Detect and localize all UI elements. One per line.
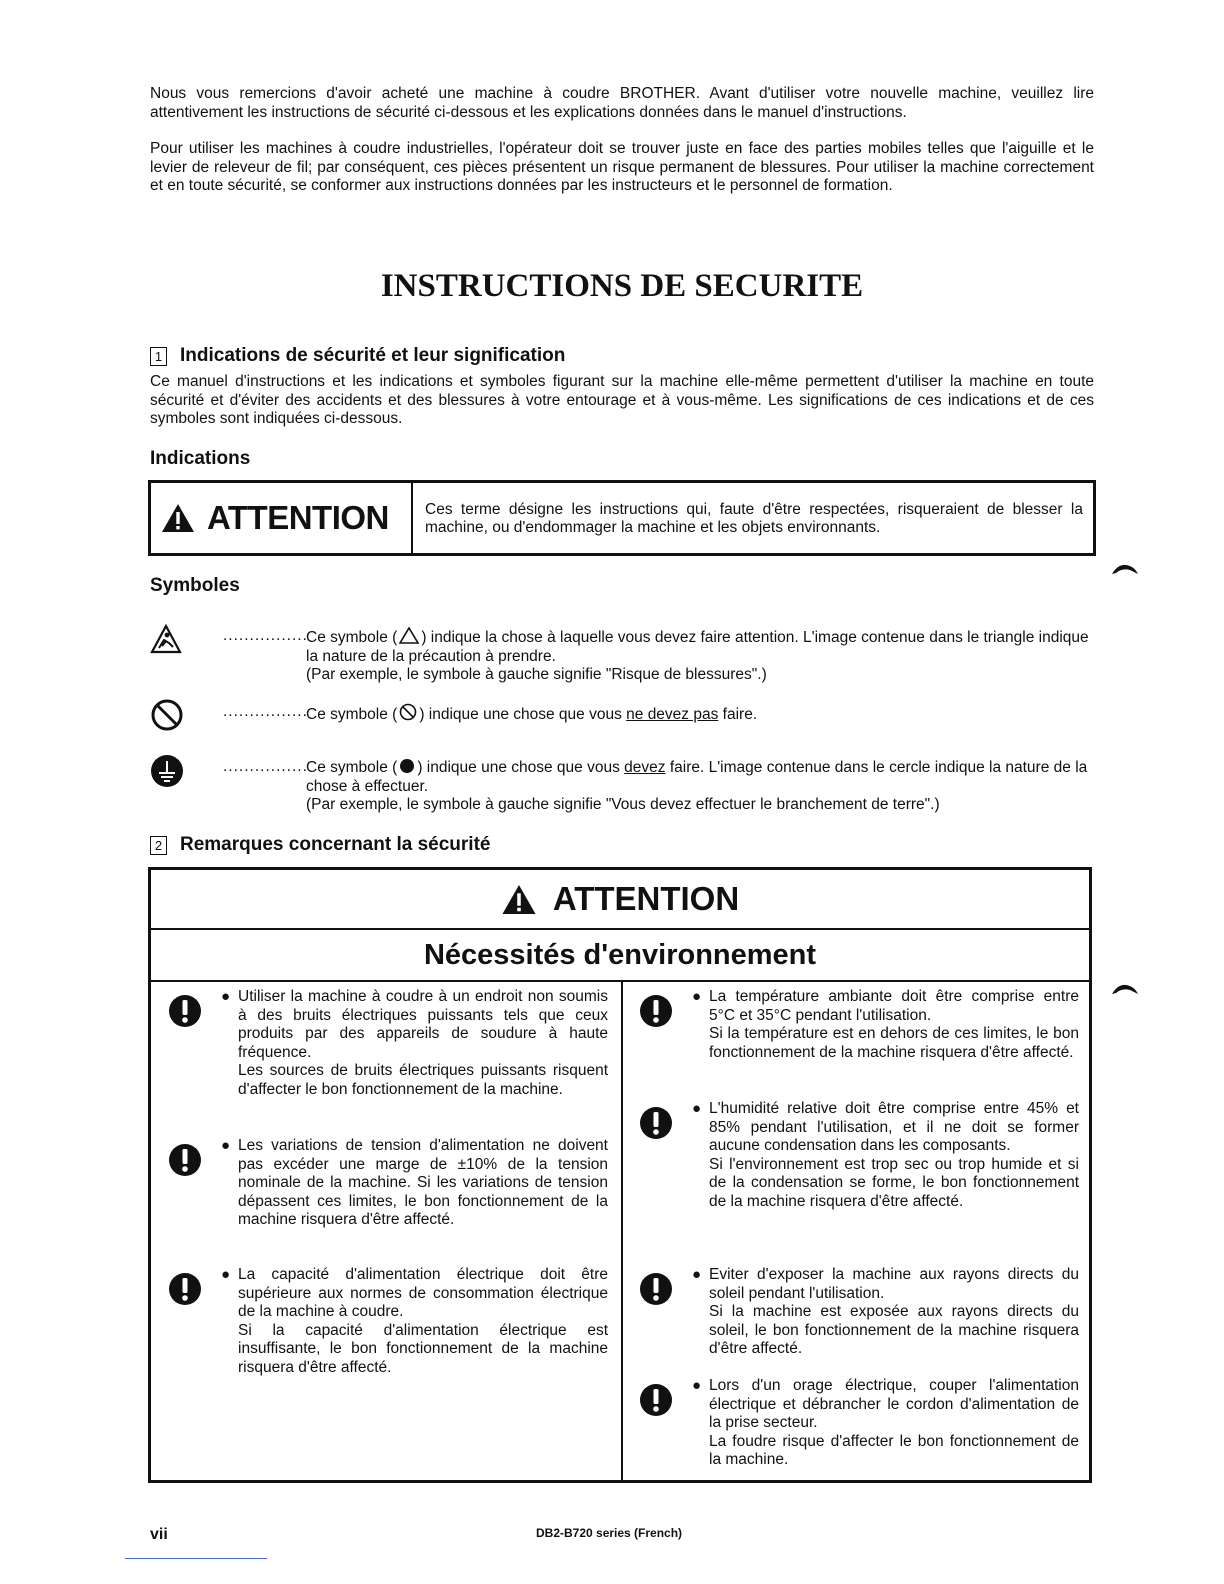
bullet: ● [221,1266,231,1283]
warning-title-row [151,870,1089,930]
mandatory-exclamation-icon [639,994,673,1028]
warning-item-consequence: Les sources de bruits électriques puissants risquent d'affecter le bon fonctionnement de la machine. [238,1062,608,1098]
injury-caution-icon [150,624,182,654]
symbol-mandatory-emphasis: devez [624,759,666,776]
attention-indication-box [148,480,1096,556]
warning-item-consequence: Si la capacité d'alimentation électrique est insuffisante, le bon fonctionnement de la machine risquera d'être affecté. [238,1321,608,1376]
column-divider [621,980,623,1480]
section-1-text: Ce manuel d'instructions et les indications et symboles figurant sur la machine elle-même permettent d'utiliser la machine en toute sécurité et d'éviter des accidents et des blessures à votre entourage et à vous-même. Les significations de ces indications et de ces symboles sont indiquées ci-dessous. [150,373,1094,427]
warning-columns [151,980,1089,1480]
symbol-mandatory-example: (Par exemple, le symbole à gauche signifie "Vous devez effectuer le branchement de terre".) [306,796,940,813]
section-1-heading [150,345,565,367]
warning-title: ATTENTION [552,880,740,917]
page-title: INSTRUCTIONS DE SECURITE [380,268,864,304]
symbol-mandatory-text-a: Ce symbole ( [306,759,398,776]
symbol-dots: ................ [223,703,308,720]
symbol-caution-text [306,627,1094,685]
footer-rule [125,1558,267,1559]
mandatory-exclamation-icon [168,1272,202,1306]
section-1-title: Indications de sécurité et leur signification [180,345,566,366]
mandatory-dot-icon [399,758,415,774]
bullet: ● [692,1266,702,1283]
mandatory-exclamation-icon [168,994,202,1028]
symbols-heading: Symboles [150,575,240,596]
symbol-prohibition-text [306,703,1094,725]
symbol-mandatory-text [306,758,1094,815]
section-2-title: Remarques concernant la sécurité [180,834,491,855]
section-2-heading [150,834,490,856]
mandatory-exclamation-icon [639,1106,673,1140]
warning-item-consequence: La foudre risque d'affecter le bon fonctionnement de la machine. [709,1432,1079,1469]
prohibition-small-icon [399,703,417,721]
caution-triangle-icon [399,627,419,644]
bullet: ● [692,988,702,1005]
document-series: DB2-B720 series (French) [536,1526,683,1540]
symbol-dots: ................ [223,758,308,775]
section-1-number: 1 [150,347,167,366]
warning-item-consequence: Si la machine est exposée aux rayons directs du soleil, le bon fonctionnement de la machine risquera d'être affecté. [709,1303,1079,1358]
warning-item-text: La capacité d'alimentation électrique doit être supérieure aux normes de consommation électrique de la machine à coudre. [238,1266,608,1321]
warning-item-text: Utiliser la machine à coudre à un endroit non soumis à des bruits électriques puissants tels que ceux produits par des appareils de soudure à haute fréquence. [238,988,608,1061]
mandatory-exclamation-icon [639,1383,673,1417]
symbol-mandatory-text-c: faire. L'image contenue dans le cercle indique la nature de la chose à effectuer. [306,759,1088,795]
bullet: ● [221,988,231,1005]
warning-item-consequence: Si l'environnement est trop sec ou trop humide et si de la condensation se forme, le bon fonctionnement de la machine risquera d'être affecté. [709,1155,1079,1210]
page-number: vii [150,1526,168,1543]
symbol-prohibition-text-b: ) indique une chose que vous [419,706,622,723]
margin-mark-icon [1110,562,1140,576]
symbol-dots: ................ [223,627,308,644]
attention-label: ATTENTION [207,499,389,536]
symbol-caution-text-b: ) indique la chose à laquelle vous devez faire attention. L'image contenue dans le triangle indique la nature de la précaution à prendre. [306,629,1089,665]
warning-item-text: Eviter d'exposer la machine aux rayons directs du soleil pendant l'utilisation. [709,1266,1079,1302]
mandatory-exclamation-icon [168,1143,202,1177]
bullet: ● [692,1100,702,1117]
attention-warning-table [148,867,1092,1483]
attention-description: Ces terme désigne les instructions qui, faute d'être respectées, risqueraient de blesser la machine, ou d'endommager la machine et les objets environnants. [425,501,1083,536]
symbol-caution-example: (Par exemple, le symbole à gauche signifie "Risque de blessures".) [306,666,767,683]
symbol-caution-text-a: Ce symbole ( [306,629,398,646]
symbol-prohibition-text-a: Ce symbole ( [306,706,398,723]
warning-triangle-icon [501,884,537,915]
symbol-prohibition-emphasis: ne devez pas [626,706,719,723]
section-2-number: 2 [150,836,167,855]
warning-item-consequence: Si la température est en dehors de ces limites, le bon fonctionnement de la machine risquera d'être affecté. [709,1025,1079,1061]
bullet: ● [692,1377,702,1394]
intro-paragraph-2: Pour utiliser les machines à coudre industrielles, l'opérateur doit se trouver juste en face des parties mobiles telles que l'aiguille et le levier de releveur de fil; par conséquent, ces pièces présentent un risque permanent de blessures. Pour utiliser la machine correctement et en toute sécurité, se conformer aux instructions données par les instructeurs et le personnel de formation. [150,140,1094,194]
symbol-mandatory-text-b: ) indique une chose que vous [417,759,620,776]
indications-heading: Indications [150,448,251,469]
warning-item-text: Lors d'un orage électrique, couper l'alimentation électrique et débrancher le cordon d'alimentation de la prise secteur. [709,1377,1079,1432]
warning-item-text: Les variations de tension d'alimentation ne doivent pas excéder une marge de ±10% de la tension nominale de la machine. Si les variations de tension dépassent ces limites, le bon fonctionnement de la machine risquera d'être affecté. [238,1137,608,1229]
ground-connection-icon [150,754,184,788]
mandatory-exclamation-icon [639,1272,673,1306]
symbol-prohibition-text-c: faire. [722,706,758,723]
warning-item-text: L'humidité relative doit être comprise entre 45% et 85% pendant l'utilisation, et il ne doit se former aucune condensation dans les composants. [709,1100,1079,1155]
warning-triangle-icon [161,503,195,533]
prohibition-icon [150,698,184,732]
bullet: ● [221,1137,231,1154]
intro-paragraph-1: Nous vous remercions d'avoir acheté une machine à coudre BROTHER. Avant d'utiliser votre nouvelle machine, veuillez lire attentivement les instructions de sécurité ci-dessous et les explications données dans le manuel d'instructions. [150,85,1094,121]
warning-item-text: La température ambiante doit être comprise entre 5°C et 35°C pendant l'utilisation. [709,988,1079,1024]
attention-label-cell [151,483,413,553]
warning-subtitle: Nécessités d'environnement [151,930,1089,982]
margin-mark-icon [1110,982,1140,996]
